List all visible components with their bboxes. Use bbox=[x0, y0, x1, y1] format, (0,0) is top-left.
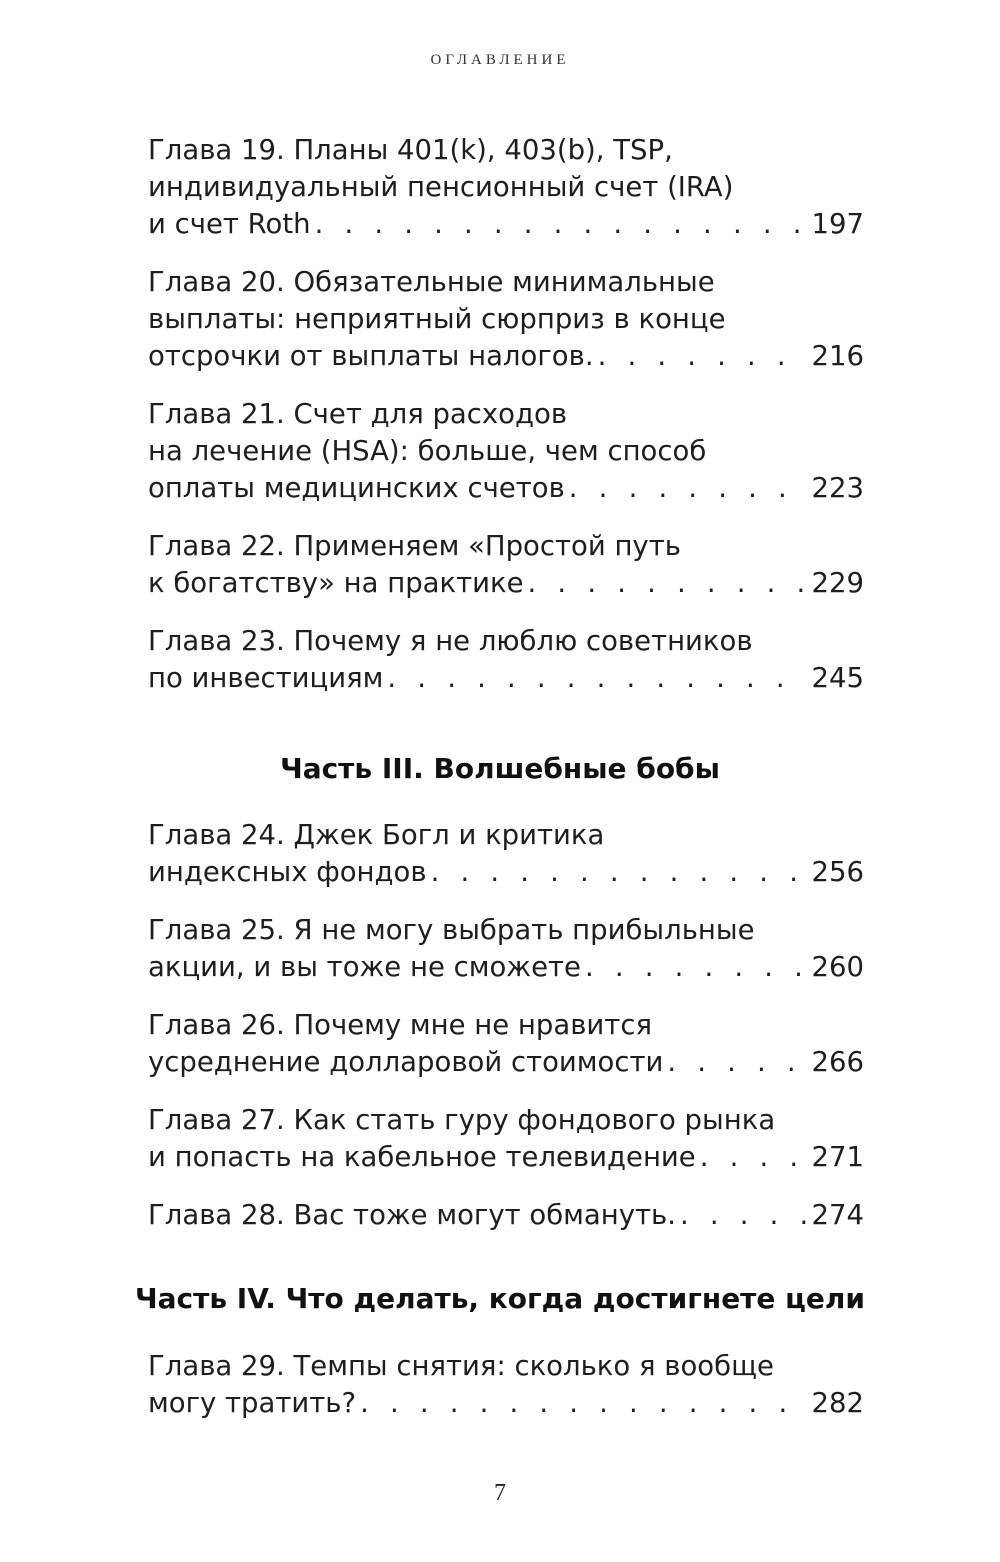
toc-entry-last-line bbox=[148, 660, 864, 697]
toc-entry-title-end: по инвестициям bbox=[148, 662, 384, 694]
dot-leader bbox=[700, 1139, 808, 1176]
toc-entry-title-end: акции, и вы тоже не сможете bbox=[148, 951, 581, 983]
toc-entry bbox=[148, 528, 864, 602]
toc-entry bbox=[148, 817, 864, 891]
toc-entry-title-end: и попасть на кабельное телевидение bbox=[148, 1141, 696, 1173]
toc-entry-last-line bbox=[148, 206, 864, 243]
toc-entry-page: 229 bbox=[811, 567, 864, 599]
dot-leader bbox=[598, 338, 808, 375]
toc-entry-title-line: Глава 27. Как стать гуру фондового рынка bbox=[148, 1104, 776, 1136]
toc-entry bbox=[148, 1102, 864, 1176]
dot-leader bbox=[680, 1197, 808, 1234]
toc-entry-last-line bbox=[148, 470, 864, 507]
toc-entry-title-end: усреднение долларовой стоимости bbox=[148, 1046, 664, 1078]
toc-entry-title-end: индексных фондов bbox=[148, 856, 427, 888]
toc-entry-page: 282 bbox=[811, 1387, 864, 1419]
toc-entry-page: 245 bbox=[811, 662, 864, 694]
toc-entry-title-line: индивидуальный пенсионный счет (IRA) bbox=[148, 171, 734, 203]
toc-entry bbox=[148, 1348, 864, 1422]
toc-entry-title-line: Глава 25. Я не могу выбрать прибыльные bbox=[148, 914, 755, 946]
dot-leader bbox=[569, 470, 808, 507]
toc-entry-page: 274 bbox=[811, 1199, 864, 1231]
dot-leader bbox=[431, 854, 808, 891]
dot-leader bbox=[360, 1385, 807, 1422]
toc-entry-title-line: Глава 24. Джек Богл и критика bbox=[148, 819, 605, 851]
toc-entry-title-line: Глава 29. Темпы снятия: сколько я вообще bbox=[148, 1350, 774, 1382]
toc-entry bbox=[148, 623, 864, 697]
toc-entry-title-end: оплаты медицинских счетов bbox=[148, 472, 565, 504]
toc-entry-title-line: на лечение (HSA): больше, чем способ bbox=[148, 435, 707, 467]
toc-entry-last-line bbox=[148, 1044, 864, 1081]
toc-entry-title-end: и счет Roth bbox=[148, 208, 311, 240]
dot-leader bbox=[315, 206, 808, 243]
page-number: 7 bbox=[494, 1480, 506, 1506]
toc-entry-title-line: Глава 19. Планы 401(k), 403(b), TSP, bbox=[148, 134, 673, 166]
toc-entry-last-line bbox=[148, 565, 864, 602]
toc-group-3 bbox=[148, 1348, 864, 1422]
toc-entry-title-end: могу тратить? bbox=[148, 1387, 357, 1419]
toc-entry-last-line bbox=[148, 1385, 864, 1422]
toc-entry-title-line: Глава 21. Счет для расходов bbox=[148, 398, 568, 430]
part-heading-4: Часть IV. Что делать, когда достигнете цели bbox=[134, 1282, 866, 1315]
running-head: ОГЛАВЛЕНИЕ bbox=[430, 52, 570, 68]
toc-entry-title-end: Глава 28. Вас тоже могут обмануть. bbox=[148, 1199, 676, 1231]
part-heading-3: Часть III. Волшебные бобы bbox=[280, 752, 720, 785]
toc-entry-page: 256 bbox=[811, 856, 864, 888]
toc-entry bbox=[148, 264, 864, 375]
toc-entry-page: 216 bbox=[811, 340, 864, 372]
toc-entry-last-line bbox=[148, 1139, 864, 1176]
toc-entry-page: 260 bbox=[811, 951, 864, 983]
toc-entry-last-line bbox=[148, 1197, 864, 1234]
toc-entry bbox=[148, 1197, 864, 1234]
toc-entry bbox=[148, 132, 864, 243]
toc-group-2 bbox=[148, 817, 864, 1234]
dot-leader bbox=[667, 1044, 807, 1081]
toc-entry-title-line: выплаты: неприятный сюрприз в конце bbox=[148, 303, 726, 335]
toc-group-1 bbox=[148, 132, 864, 697]
toc-entry-last-line bbox=[148, 338, 864, 375]
toc-entry bbox=[148, 396, 864, 507]
toc-entry-page: 197 bbox=[811, 208, 864, 240]
toc-entry-last-line bbox=[148, 949, 864, 986]
toc-entry-title-line: Глава 23. Почему я не люблю советников bbox=[148, 625, 753, 657]
toc-entry-title-end: к богатству» на практике bbox=[148, 567, 524, 599]
dot-leader bbox=[528, 565, 808, 602]
toc-entry-title-line: Глава 22. Применяем «Простой путь bbox=[148, 530, 681, 562]
toc-entry-title-line: Глава 20. Обязательные минимальные bbox=[148, 266, 715, 298]
dot-leader bbox=[387, 660, 807, 697]
toc-entry bbox=[148, 912, 864, 986]
dot-leader bbox=[585, 949, 808, 986]
toc-entry-title-end: отсрочки от выплаты налогов. bbox=[148, 340, 594, 372]
toc-entry-page: 266 bbox=[811, 1046, 864, 1078]
toc-entry-page: 223 bbox=[811, 472, 864, 504]
toc-entry-last-line bbox=[148, 854, 864, 891]
toc-entry-title-line: Глава 26. Почему мне не нравится bbox=[148, 1009, 652, 1041]
toc-entry-page: 271 bbox=[811, 1141, 864, 1173]
toc-entry bbox=[148, 1007, 864, 1081]
